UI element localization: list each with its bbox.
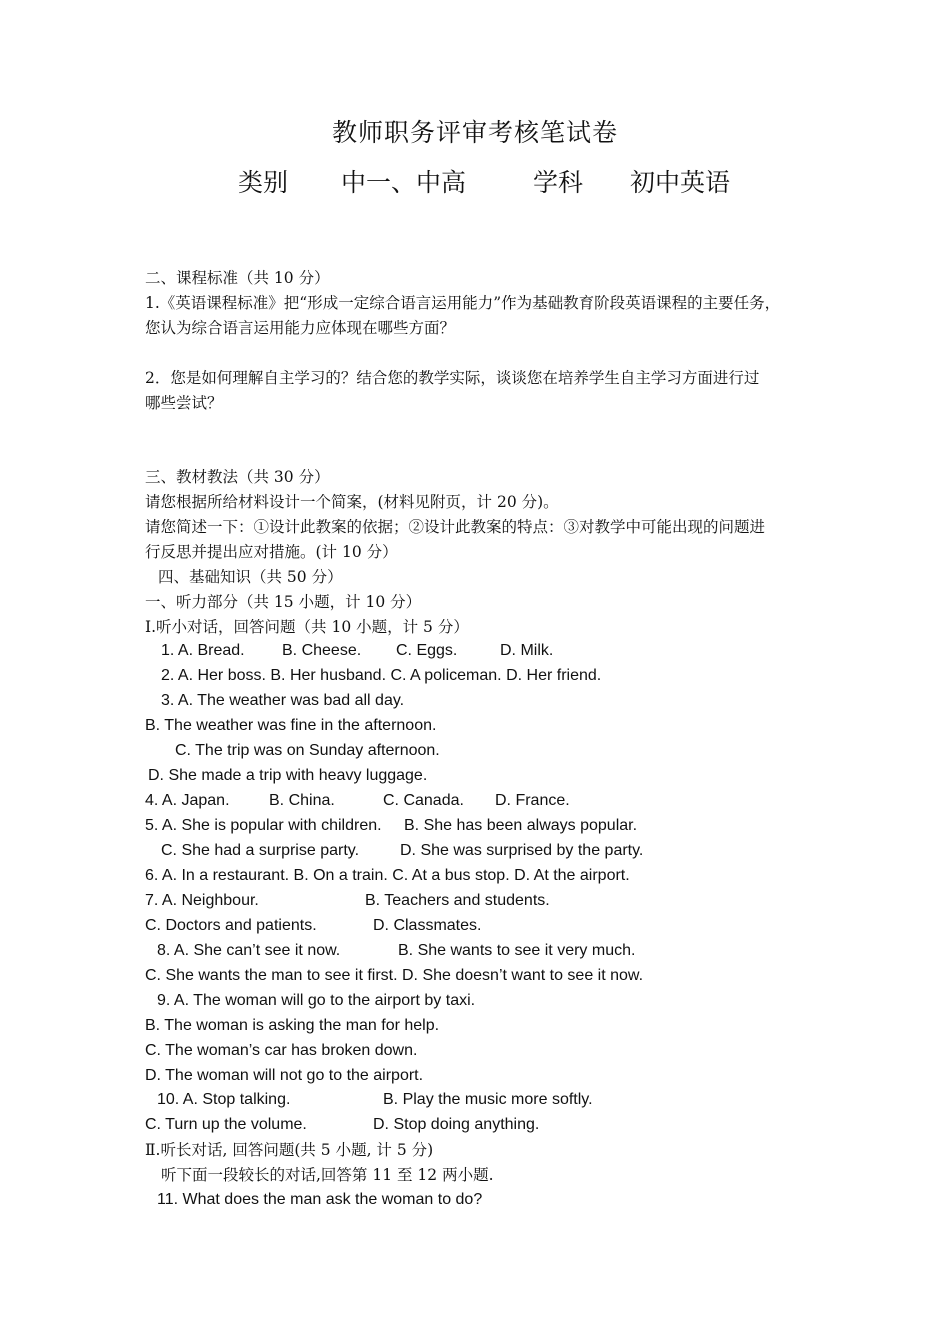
- q4-option-a: 4. A. Japan.: [145, 792, 230, 809]
- exam-title: 教师职务评审考核笔试卷: [331, 118, 618, 147]
- question-10-row1: [0, 1090, 950, 1110]
- section2-q2-line1: 2．您是如何理解自主学习的？结合您的教学实际，谈谈您在培养学生自主学习方面进行过: [145, 369, 760, 387]
- q4-option-b: B. China.: [269, 792, 335, 809]
- q9-option-c: C. The woman’s car has broken down.: [145, 1042, 418, 1059]
- question-7-row2: [0, 916, 950, 936]
- subject-label: 学科: [533, 168, 584, 197]
- q9-option-d: D. The woman will not go to the airport.: [145, 1067, 424, 1084]
- q7-option-c: C. Doctors and patients.: [145, 917, 317, 934]
- q8-option-a: 8. A. She can’t see it now.: [157, 942, 341, 959]
- question-1: [0, 641, 950, 661]
- section3-line1: 请您根据所给材料设计一个简案，(材料见附页，计 20 分)。: [145, 493, 559, 511]
- section2-q1-line2: 您认为综合语言运用能力应体现在哪些方面？: [145, 319, 456, 337]
- question-5-row2: [0, 841, 950, 861]
- q10-option-c: C. Turn up the volume.: [145, 1116, 307, 1133]
- subject-value: 初中英语: [630, 168, 731, 197]
- q1-option-a: 1. A. Bread.: [161, 642, 245, 659]
- q7-option-d: D. Classmates.: [373, 917, 482, 934]
- q1-option-c: C. Eggs.: [396, 642, 458, 659]
- q10-option-b: B. Play the music more softly.: [383, 1091, 593, 1108]
- section3-line3: 行反思并提出应对措施。(计 10 分）: [145, 543, 398, 561]
- listening-heading: 一、听力部分（共 15 小题，计 10 分）: [145, 593, 422, 611]
- q7-option-b: B. Teachers and students.: [365, 892, 550, 909]
- question-4: [0, 791, 950, 811]
- question-7-row1: [0, 891, 950, 911]
- q3-option-d: D. She made a trip with heavy luggage.: [148, 767, 428, 784]
- q9-option-a: 9. A. The woman will go to the airport by taxi.: [157, 992, 476, 1009]
- section4-heading: 四、基础知识（共 50 分）: [158, 568, 343, 586]
- q5-option-c: C. She had a surprise party.: [161, 842, 360, 859]
- question-8-row1: [0, 941, 950, 961]
- part2-instruction: 听下面一段较长的对话,回答第 11 至 12 两小题.: [161, 1166, 494, 1184]
- question-2: 2. A. Her boss. B. Her husband. C. A policeman. D. Her friend.: [161, 667, 602, 684]
- category-value: 中一、中高: [341, 168, 467, 197]
- section3-heading: 三、教材教法（共 30 分）: [145, 468, 330, 486]
- q1-option-b: B. Cheese.: [282, 642, 362, 659]
- q10-option-a: 10. A. Stop talking.: [157, 1091, 291, 1108]
- q10-option-d: D. Stop doing anything.: [373, 1116, 540, 1133]
- q3-option-b: B. The weather was fine in the afternoon.: [145, 717, 437, 734]
- q5-option-a: 5. A. She is popular with children.: [145, 817, 382, 834]
- category-label: 类别: [238, 168, 289, 197]
- q4-option-c: C. Canada.: [383, 792, 464, 809]
- section2-q2-line2: 哪些尝试？: [145, 394, 223, 412]
- q3-option-a: 3. A. The weather was bad all day.: [161, 692, 405, 709]
- q1-option-d: D. Milk.: [500, 642, 554, 659]
- question-10-row2: [0, 1115, 950, 1135]
- q7-option-a: 7. A. Neighbour.: [145, 892, 259, 909]
- part1-heading: Ⅰ.听小对话，回答问题（共 10 小题，计 5 分）: [145, 618, 469, 636]
- section3-line2: 请您简述一下：①设计此教案的依据；②设计此教案的特点：③对教学中可能出现的问题进: [145, 518, 766, 536]
- exam-subtitle: [0, 167, 950, 199]
- q9-option-b: B. The woman is asking the man for help.: [145, 1017, 440, 1034]
- section2-q1-line1: 1.《英语课程标准》把“形成一定综合语言运用能力”作为基础教育阶段英语课程的主要任务，: [145, 294, 781, 312]
- part2-heading: Ⅱ.听长对话, 回答问题(共 5 小题, 计 5 分): [145, 1141, 434, 1159]
- q4-option-d: D. France.: [495, 792, 570, 809]
- question-11: 11. What does the man ask the woman to do?: [157, 1191, 483, 1208]
- question-6: 6. A. In a restaurant. B. On a train. C. At a bus stop. D. At the airport.: [145, 867, 630, 884]
- q5-option-b: B. She has been always popular.: [404, 817, 638, 834]
- section2-heading: 二、课程标准（共 10 分）: [145, 269, 330, 287]
- q8-options-cd: C. She wants the man to see it first. D. She doesn’t want to see it now.: [145, 967, 644, 984]
- q5-option-d: D. She was surprised by the party.: [400, 842, 644, 859]
- q3-option-c: C. The trip was on Sunday afternoon.: [175, 742, 440, 759]
- q8-option-b: B. She wants to see it very much.: [398, 942, 636, 959]
- question-5-row1: [0, 816, 950, 836]
